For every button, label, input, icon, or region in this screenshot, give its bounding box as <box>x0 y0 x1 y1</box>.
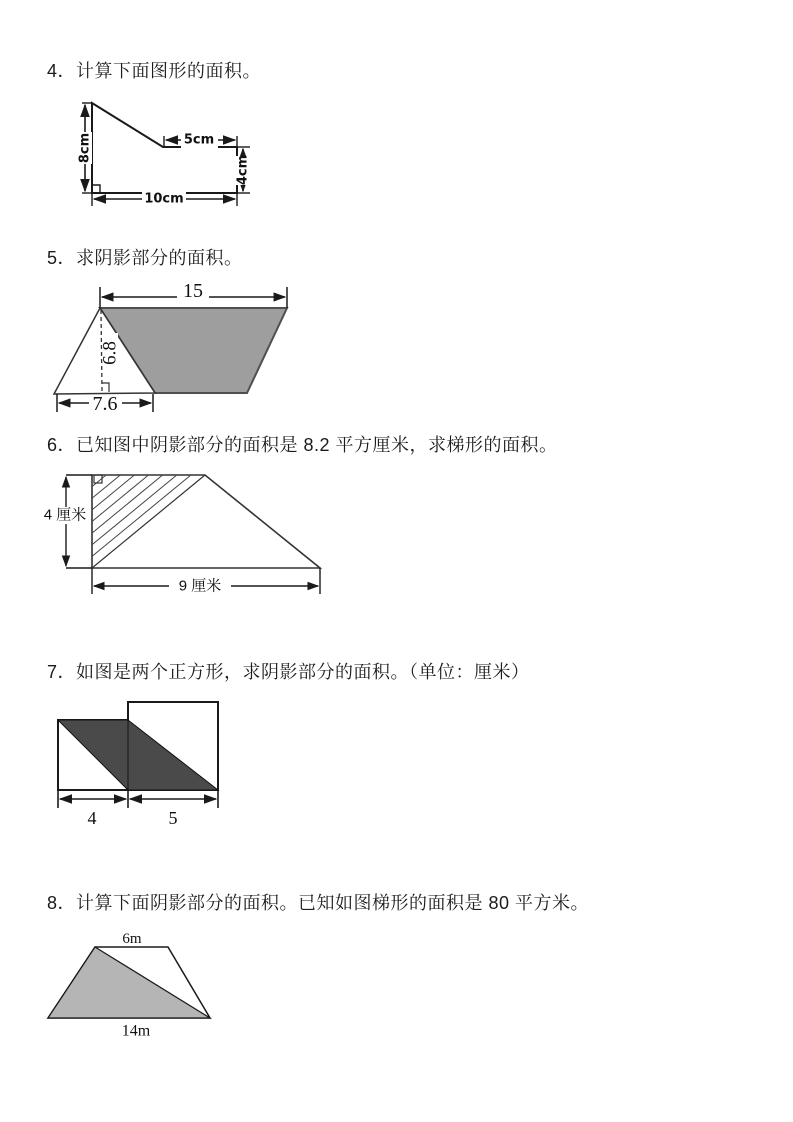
p7-label-large-square: 5 <box>168 808 178 828</box>
p8-label-top: 6m <box>122 931 142 947</box>
problem-8-figure <box>44 930 219 1040</box>
problem-7-heading: 7．如图是两个正方形，求阴影部分的面积。（单位：厘米） <box>47 662 530 682</box>
problem-7-figure <box>52 698 232 830</box>
p5-label-top: 15 <box>183 282 203 302</box>
problem-6-figure <box>42 465 332 605</box>
p6-trapezoid <box>92 475 320 568</box>
problem-6-heading: 6．已知图中阴影部分的面积是 8.2 平方厘米，求梯形的面积。 <box>47 435 558 455</box>
problem-5-figure <box>45 282 300 420</box>
p4-label-right: 4cm <box>235 154 251 186</box>
p4-right-angle-mark <box>92 185 100 193</box>
p4-label-left: 8cm <box>77 132 93 164</box>
p7-label-small-square: 4 <box>87 808 97 828</box>
p6-label-bottom: 9 厘米 <box>178 577 222 595</box>
problem-8-heading: 8．计算下面阴影部分的面积。已知如图梯形的面积是 80 平方米。 <box>47 893 590 913</box>
p5-label-height: 6.8 <box>99 341 121 365</box>
p6-label-left: 4 厘米 <box>43 506 87 524</box>
problem-4-figure <box>58 96 258 214</box>
p4-label-bottom: 10cm <box>144 191 184 207</box>
p8-label-bottom: 14m <box>121 1022 151 1040</box>
p5-label-base: 7.6 <box>92 393 118 415</box>
problem-4-heading: 4．计算下面图形的面积。 <box>47 61 262 81</box>
p7-dimension-arrows <box>58 790 218 808</box>
p4-label-top: 5cm <box>183 132 215 148</box>
p4-dimension-arrows <box>85 105 243 199</box>
problem-5-heading: 5．求阴影部分的面积。 <box>47 248 243 268</box>
